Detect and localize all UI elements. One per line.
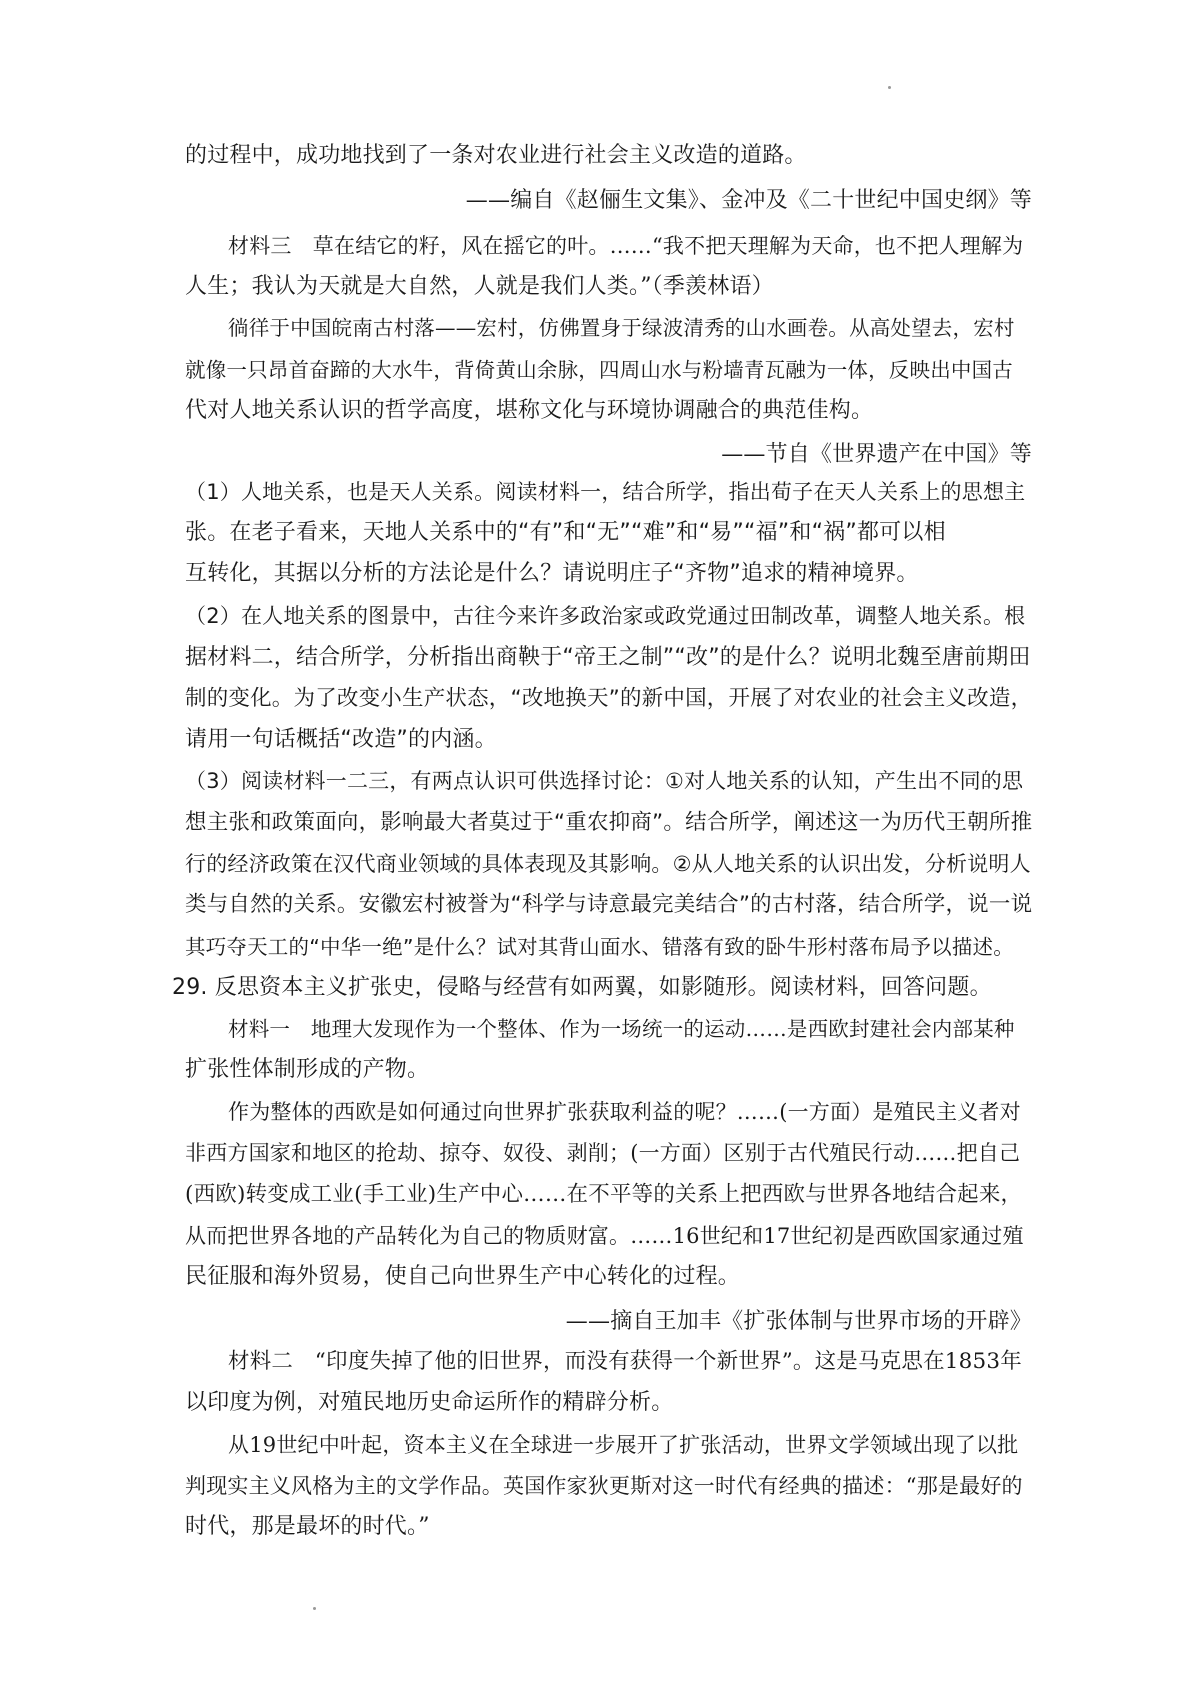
question-1: （1）人地关系，也是天人关系。阅读材料一，结合所学，指出荀子在天人关系上的思想主 [185,480,1026,504]
text-line: 从19世纪中叶起，资本主义在全球进一步展开了扩张活动，世界文学领域出现了以批 [228,1433,1019,1457]
material-2-heading: 材料二 “印度失掉了他的旧世界，而没有获得一个新世界”。这是马克思在1853年 [228,1349,1023,1374]
scan-speck [888,86,891,89]
text-line: 民征服和海外贸易，使自己向世界生产中心转化的过程。 [185,1264,741,1289]
text-line: 其巧夺天工的“中华一绝”是什么？试对其背山面水、错落有致的卧牛形村落布局予以描述。 [185,935,1014,959]
material-1-heading: 材料一 地理大发现作为一个整体、作为一场统一的运动……是西欧封建社会内部某种 [228,1017,1015,1041]
text-line: 就像一只昂首奋蹄的大水牛，背倚黄山余脉，四周山水与粉墙青瓦融为一体，反映出中国古 [185,358,1013,382]
material-3-heading: 材料三 草在结它的籽，风在摇它的叶。……“我不把天理解为天命，也不把人理解为 [228,234,1024,258]
source-citation: ——摘自王加丰《扩张体制与世界市场的开辟》 [565,1309,1032,1334]
text-line: 人生；我认为天就是大自然，人就是我们人类。”（季羡林语） [185,274,774,299]
source-citation: ——编自《赵俪生文集》、金冲及《二十世纪中国史纲》等 [465,188,1032,213]
text-line: (西欧)转变成工业(手工业)生产中心……在不平等的关系上把西欧与世界各地结合起来， [185,1182,1023,1207]
text-line: 张。在老子看来，天地人关系中的“有”和“无”“难”和“易”“福”和“祸”都可以相 [185,520,946,545]
text-line: 非西方国家和地区的抢劫、掠夺、奴役、剥削；(一方面）区别于古代殖民行动……把自己 [185,1141,1021,1165]
text-line: 从而把世界各地的产品转化为自己的物质财富。……16世纪和17世纪初是西欧国家通过殖 [185,1224,1024,1248]
text-line: 徜徉于中国皖南古村落——宏村，仿佛置身于绿波清秀的山水画卷。从高处望去，宏村 [228,316,1015,340]
question-3: （3）阅读材料一二三，有两点认识可供选择讨论：①对人地关系的认知，产生出不同的思 [185,769,1024,793]
text-line: 请用一句话概括“改造”的内涵。 [185,727,497,752]
text-line: 互转化，其据以分析的方法论是什么？请说明庄子“齐物”追求的精神境界。 [185,561,919,586]
text-line: 行的经济政策在汉代商业领域的具体表现及其影响。②从人地关系的认识出发，分析说明人 [185,852,1031,876]
text-line: 制的变化。为了改变小生产状态，“改地换天”的新中国，开展了对农业的社会主义改造， [185,686,1033,711]
text-line: 作为整体的西欧是如何通过向世界扩张获取利益的呢？……(一方面）是殖民主义者对 [228,1100,1021,1124]
text-line: 代对人地关系认识的哲学高度，堪称文化与环境协调融合的典范佳构。 [185,398,874,423]
source-citation: ——节自《世界遗产在中国》等 [721,442,1032,467]
text-line: 判现实主义风格为主的文学作品。英国作家狄更斯对这一时代有经典的描述：“那是最好的 [185,1474,1023,1498]
question-2: （2）在人地关系的图景中，古往今来许多政治家或政党通过田制改革，调整人地关系。根 [185,604,1026,628]
text-line: 的过程中，成功地找到了一条对农业进行社会主义改造的道路。 [185,143,807,168]
text-line: 类与自然的关系。安徽宏村被誉为“科学与诗意最完美结合”的古村落，结合所学，说一说 [185,892,1033,917]
text-line: 据材料二，结合所学，分析指出商鞅于“帝王之制”“改”的是什么？说明北魏至唐前期田 [185,645,1031,670]
text-line: 时代，那是最坏的时代。” [185,1514,430,1539]
question-29-title: 29. 反思资本主义扩张史，侵略与经营有如两翼，如影随形。阅读材料，回答问题。 [172,975,992,1000]
text-line: 扩张性体制形成的产物。 [185,1057,430,1082]
text-line: 想主张和政策面向，影响最大者莫过于“重农抑商”。结合所学，阐述这一为历代王朝所推 [185,810,1033,835]
scan-speck [313,1607,316,1610]
text-line: 以印度为例，对殖民地历史命运所作的精辟分析。 [185,1390,674,1415]
